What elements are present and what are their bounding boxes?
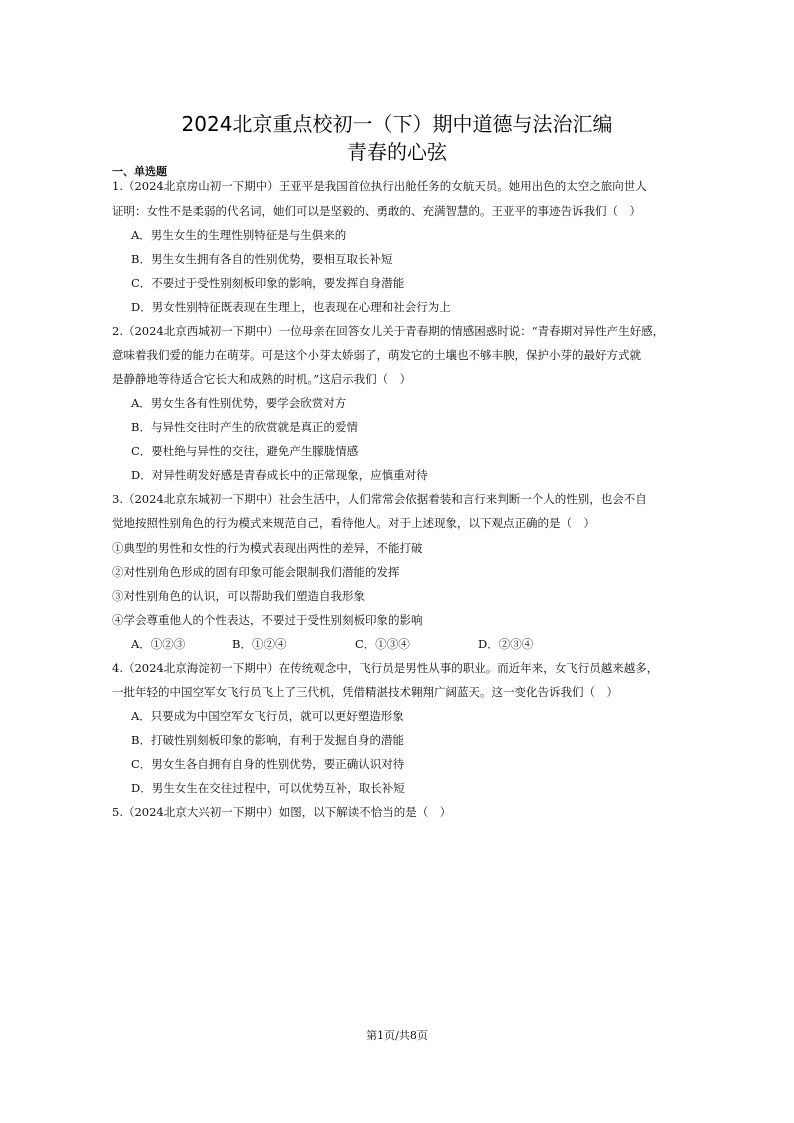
document-subtitle: 青春的心弦 [347,140,447,164]
q1-stem-line-1: 1.（2024北京房山初一下期中）王亚平是我国首位执行出舱任务的女航天员。她用出色的太空之旅向世人 [112,179,647,193]
q4-stem-line-1: 4.（2024北京海淀初一下期中）在传统观念中，飞行员是男性从事的职业。而近年来，女飞行员越来越多， [112,661,659,675]
q2-option-a: A．男女生各有性别优势，要学会欣赏对方 [131,396,347,410]
q1-option-c: C．不要过于受性别刻板印象的影响，要发挥自身潜能 [131,276,405,290]
q2-option-b: B．与异性交往时产生的欣赏就是真正的爱情 [131,420,358,434]
q5-stem-line-1: 5.（2024北京大兴初一下期中）如图，以下解读不恰当的是（ ） [112,805,452,819]
q1-option-b: B．男生女生拥有各自的性别优势，要相互取长补短 [131,252,393,266]
q3-statement-4: ④学会尊重他人的个性表达，不要过于受性别刻板印象的影响 [112,613,423,627]
q4-option-a: A．只要成为中国空军女飞行员，就可以更好塑造形象 [131,709,404,723]
q3-option-c: C．①③④ [355,637,410,651]
q3-statement-3: ③对性别角色的认识，可以帮助我们塑造自我形象 [112,589,365,603]
q4-stem-line-2: 一批年轻的中国空军女飞行员飞上了三代机，凭借精湛技术翱翔广阔蓝天。这一变化告诉我们（ ） [112,685,618,699]
q1-stem-line-2: 证明：女性不是柔弱的代名词，她们可以是坚毅的、勇敢的、充满智慧的。王亚平的事迹告诉我们（ ） [112,204,641,218]
q3-stem-line-2: 觉地按照性别角色的行为模式来规范自己，看待他人。对于上述现象，以下观点正确的是（ ） [112,516,595,530]
q3-statement-1: ①典型的男性和女性的行为模式表现出两性的差异，不能打破 [112,541,423,555]
q2-option-c: C．要杜绝与异性的交往，避免产生朦胧情感 [131,444,359,458]
q1-option-d: D．男女性别特征既表现在生理上，也表现在心理和社会行为上 [131,300,451,314]
q2-stem-line-3: 是静静地等待适合它长大和成熟的时机。”这启示我们（ ） [112,372,412,386]
page-footer: 第1页/共8页 [366,1029,428,1042]
q1-option-a: A．男生女生的生理性别特征是与生俱来的 [131,228,347,242]
q4-option-c: C．男女生各自拥有自身的性别优势，要正确认识对待 [131,757,405,771]
q3-stem-line-1: 3.（2024北京东城初一下期中）社会生活中，人们常常会依据着装和言行来判断一个人的性别，也会不自 [112,492,647,506]
document-title: 2024北京重点校初一（下）期中道德与法治汇编 [181,112,613,136]
q2-option-d: D．对异性萌发好感是青春成长中的正常现象，应慎重对待 [131,468,428,482]
q2-stem-line-2: 意味着我们爱的能力在萌芽。可是这个小芽太娇弱了，萌发它的土壤也不够丰腴，保护小芽的最好方式就 [112,348,641,362]
q3-option-d: D．②③④ [478,637,534,651]
section-heading: 一、单选题 [112,165,167,178]
q2-stem-line-1: 2.（2024北京西城初一下期中）一位母亲在回答女儿关于青春期的情感困惑时说：“青春期对异性产生好感， [112,324,665,338]
q3-option-b: B．①②④ [232,637,287,651]
q3-statement-2: ②对性别角色形成的固有印象可能会限制我们潜能的发挥 [112,565,400,579]
q4-option-d: D．男生女生在交往过程中，可以优势互补，取长补短 [131,781,405,795]
q3-option-a: A．①②③ [131,637,186,651]
q4-option-b: B．打破性别刻板印象的影响，有利于发掘自身的潜能 [131,733,404,747]
